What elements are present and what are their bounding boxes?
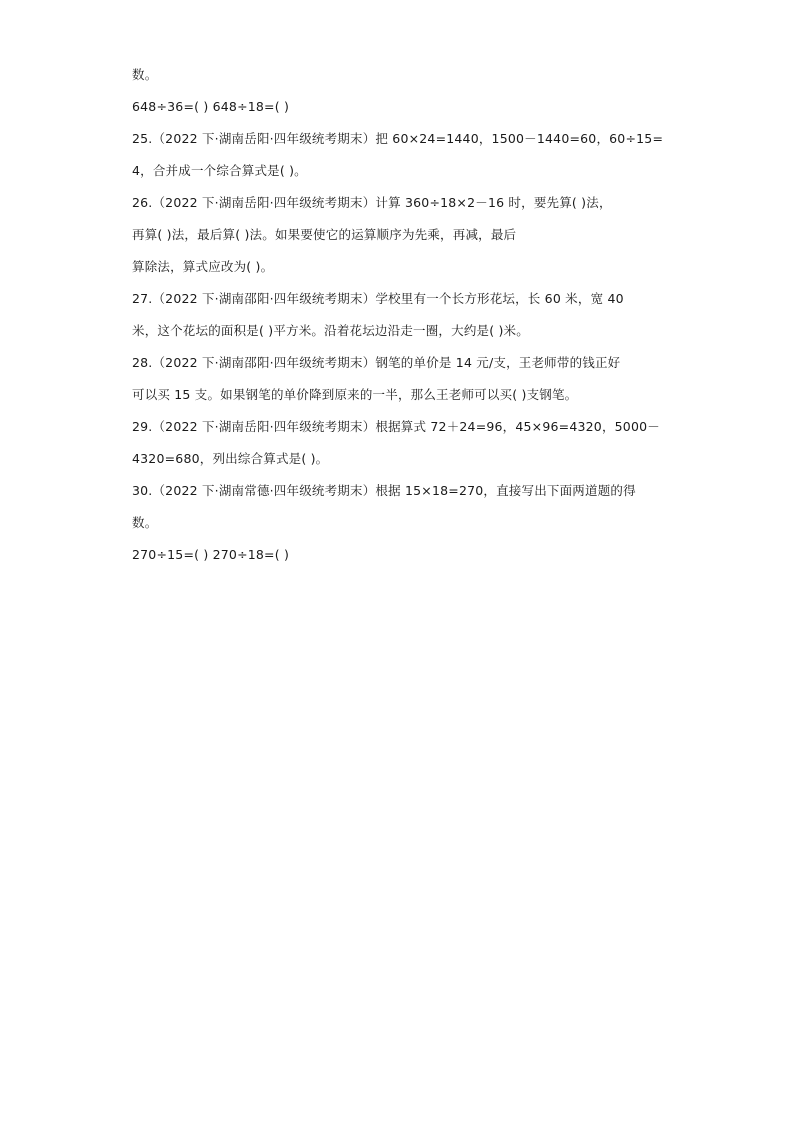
question-26-line-2: 再算( )法，最后算( )法。如果要使它的运算顺序为先乘，再减，最后 xyxy=(132,227,517,242)
question-30-line-2: 数。 xyxy=(132,515,158,530)
question-25-line-1: 25.（2022 下·湖南岳阳·四年级统考期末）把 60×24=1440，1500－1440=60，60÷15= xyxy=(132,131,664,146)
question-30-line-3: 270÷15=( ) 270÷18=( ) xyxy=(132,547,290,562)
question-27-line-1: 27.（2022 下·湖南邵阳·四年级统考期末）学校里有一个长方形花坛，长 60 米，宽 40 xyxy=(132,291,624,306)
question-29-line-2: 4320=680，列出综合算式是( )。 xyxy=(132,451,329,466)
text-line-2: 648÷36=( ) 648÷18=( ) xyxy=(132,99,290,114)
question-28-line-2: 可以买 15 支。如果钢笔的单价降到原来的一半，那么王老师可以买( )支钢笔。 xyxy=(132,387,578,402)
question-25-line-2: 4，合并成一个综合算式是( )。 xyxy=(132,163,307,178)
question-27-line-2: 米，这个花坛的面积是( )平方米。沿着花坛边沿走一圈，大约是( )米。 xyxy=(132,323,529,338)
question-26-line-3: 算除法，算式应改为( )。 xyxy=(132,259,274,274)
question-26-line-1: 26.（2022 下·湖南岳阳·四年级统考期末）计算 360÷18×2－16 时，要先算( )法， xyxy=(132,195,612,210)
question-30-line-1: 30.（2022 下·湖南常德·四年级统考期末）根据 15×18=270，直接写出下面两道题的得 xyxy=(132,483,636,498)
question-28-line-1: 28.（2022 下·湖南邵阳·四年级统考期末）钢笔的单价是 14 元/支，王老师带的钱正好 xyxy=(132,355,621,370)
text-line-1: 数。 xyxy=(132,67,158,82)
question-29-line-1: 29.（2022 下·湖南岳阳·四年级统考期末）根据算式 72＋24=96，45×96=4320，5000－ xyxy=(132,419,660,434)
